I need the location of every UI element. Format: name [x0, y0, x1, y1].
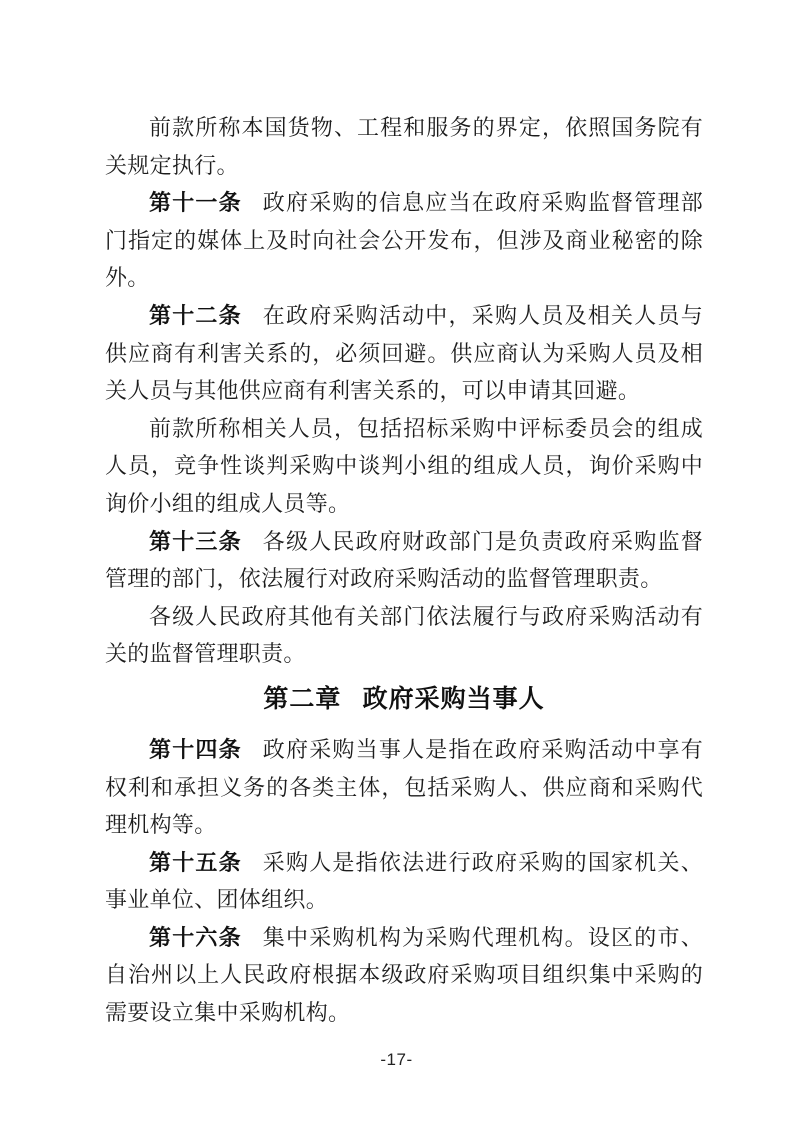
body-paragraph — [105, 523, 703, 598]
page-body — [105, 109, 703, 1032]
body-paragraph — [105, 109, 703, 184]
article-number-label: 第十六条 — [149, 924, 242, 950]
article-number-label: 第十二条 — [149, 302, 242, 328]
paragraph-text: 政府采购的信息应当在政府采购监督管理部门指定的媒体上及时向社会公开发布，但涉及商业秘密的除外。 — [105, 190, 703, 291]
paragraph-text: 在政府采购活动中，采购人员及相关人员与供应商有利害关系的，必须回避。供应商认为采购人员及相关人员与其他供应商有利害关系的，可以申请其回避。 — [105, 302, 703, 404]
article-number-label: 第十一条 — [149, 190, 242, 216]
article-number-label: 第十五条 — [149, 849, 242, 875]
chapter-title: 政府采购当事人 — [362, 684, 545, 713]
paragraph-text: 前款所称相关人员，包括招标采购中评标委员会的组成人员，竞争性谈判采购中谈判小组的组成人员，询价采购中询价小组的组成人员等。 — [105, 415, 703, 516]
page-number: -17- — [380, 1050, 413, 1069]
body-paragraph — [105, 844, 703, 919]
body-paragraph — [105, 184, 703, 297]
paragraph-text: 各级人民政府财政部门是负责政府采购监督管理的部门，依法履行对政府采购活动的监督管理职责。 — [105, 528, 703, 592]
body-paragraph — [105, 598, 703, 673]
paragraph-text: 政府采购当事人是指在政府采购活动中享有权利和承担义务的各类主体，包括采购人、供应商和采购代理机构等。 — [105, 736, 703, 838]
paragraph-text: 集中采购机构为采购代理机构。设区的市、自治州以上人民政府根据本级政府采购项目组织集中采购的需要设立集中采购机构。 — [105, 924, 703, 1026]
chapter-number: 第二章 — [263, 684, 342, 713]
paragraph-text: 前款所称本国货物、工程和服务的界定，依照国务院有关规定执行。 — [105, 115, 703, 178]
body-paragraph — [105, 410, 703, 523]
body-paragraph — [105, 297, 703, 410]
paragraph-text: 采购人是指依法进行政府采购的国家机关、事业单位、团体组织。 — [105, 849, 703, 913]
article-number-label: 第十四条 — [149, 736, 242, 762]
chapter-heading — [105, 683, 703, 716]
article-number-label: 第十三条 — [149, 528, 242, 554]
paragraph-text: 各级人民政府其他有关部门依法履行与政府采购活动有关的监督管理职责。 — [105, 603, 703, 667]
body-paragraph — [105, 731, 703, 844]
body-paragraph — [105, 919, 703, 1032]
